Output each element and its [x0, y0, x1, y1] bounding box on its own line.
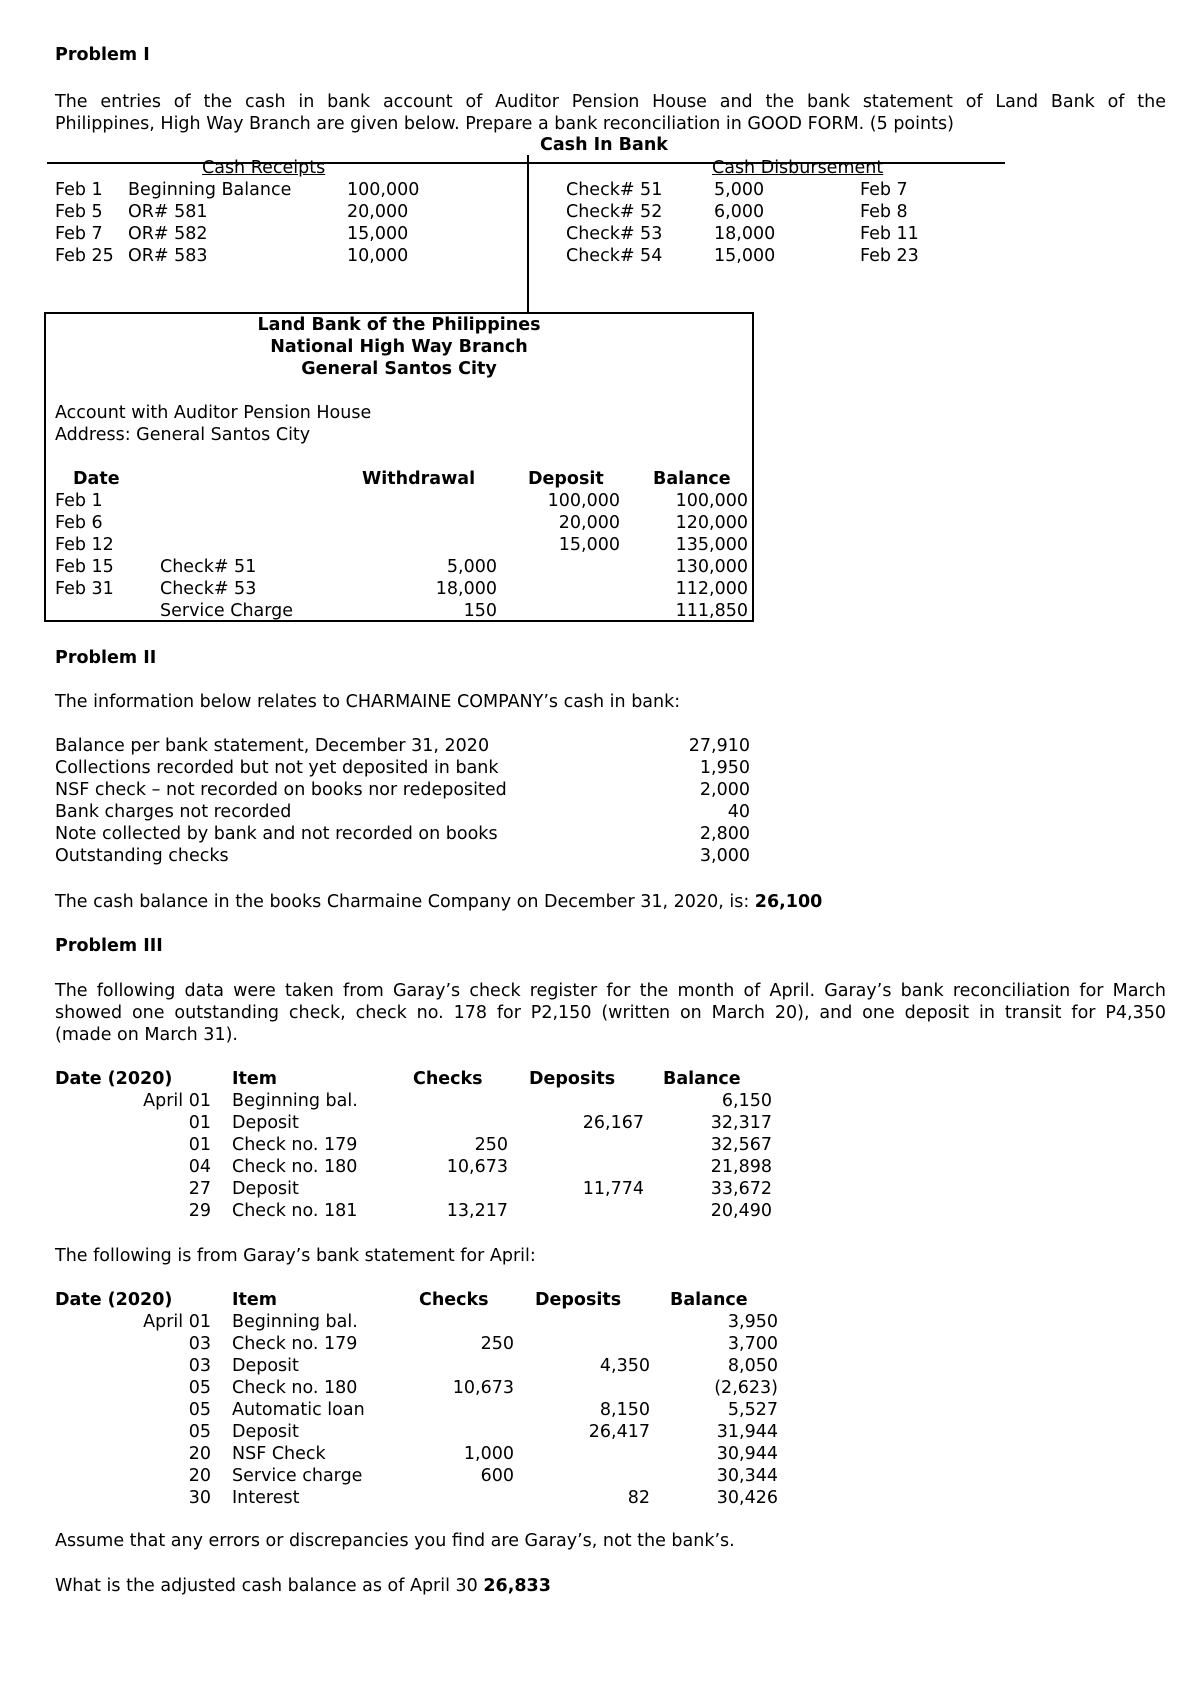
receipt-date: Feb 25: [55, 246, 114, 266]
register-col-balance: Balance: [663, 1069, 741, 1089]
register-row-balance: 32,317: [710, 1113, 772, 1133]
problem-2-answer-text: The cash balance in the books Charmaine Company on December 31, 2020, is:: [55, 892, 755, 912]
problem-3-question-text: What is the adjusted cash balance as of April 30: [55, 1576, 484, 1596]
bank-row-balance: 100,000: [675, 491, 748, 511]
register-row-item: Check no. 180: [232, 1157, 358, 1177]
cash-receipts-header: Cash Receipts: [202, 158, 326, 178]
t-account-vertical-rule: [527, 155, 529, 313]
bank-col-withdrawal: Withdrawal: [362, 469, 476, 489]
receipt-date: Feb 1: [55, 180, 103, 200]
bank-row-withdrawal: 5,000: [446, 557, 497, 577]
register-col-deposits: Deposits: [529, 1069, 616, 1089]
bank-col-date: Date: [73, 469, 120, 489]
statement-col-checks: Checks: [419, 1290, 489, 1310]
cash-disbursement-header: Cash Disbursement: [712, 158, 884, 178]
register-row-deposits: 26,167: [582, 1113, 644, 1133]
bank-col-balance: Balance: [653, 469, 731, 489]
disbursement-date: Feb 23: [860, 246, 919, 266]
problem-2-item-value: 3,000: [699, 846, 750, 866]
statement-row-deposits: 8,150: [599, 1400, 650, 1420]
statement-row-balance: 31,944: [716, 1422, 778, 1442]
statement-row-balance: 30,344: [716, 1466, 778, 1486]
register-row-date: 01: [188, 1135, 211, 1155]
problem-2-intro: The information below relates to CHARMAINE COMPANY’s cash in bank:: [55, 692, 681, 712]
register-row-balance: 6,150: [721, 1091, 772, 1111]
bank-city: General Santos City: [301, 359, 497, 379]
statement-col-date: Date (2020): [55, 1290, 173, 1310]
register-col-item: Item: [232, 1069, 277, 1089]
register-row-item: Deposit: [232, 1113, 299, 1133]
statement-row-item: Service charge: [232, 1466, 363, 1486]
bank-statement-intro: The following is from Garay’s bank statement for April:: [55, 1246, 536, 1266]
problem-2-item-value: 2,800: [699, 824, 750, 844]
disbursement-date: Feb 7: [860, 180, 908, 200]
receipt-date: Feb 7: [55, 224, 103, 244]
bank-row-deposit: 20,000: [558, 513, 620, 533]
statement-row-item: Interest: [232, 1488, 300, 1508]
problem-2-answer-value: 26,100: [754, 892, 823, 912]
problem-2-item-label: Note collected by bank and not recorded on books: [55, 824, 498, 844]
bank-row-date: Feb 1: [55, 491, 103, 511]
statement-row-item: Check no. 180: [232, 1378, 358, 1398]
register-row-balance: 33,672: [710, 1179, 772, 1199]
register-row-date: 27: [188, 1179, 211, 1199]
statement-row-balance: 8,050: [727, 1356, 778, 1376]
disbursement-amount: 5,000: [714, 180, 765, 200]
problem-2-item-label: Balance per bank statement, December 31, 2020: [55, 736, 490, 756]
problem-2-item-label: Outstanding checks: [55, 846, 229, 866]
disbursement-check: Check# 53: [566, 224, 663, 244]
statement-row-checks: 10,673: [452, 1378, 514, 1398]
problem-3-heading: Problem III: [55, 936, 163, 956]
problem-3-intro-line1: The following data were taken from Garay’s check register for the month of April. Garay’s bank reconciliation for March: [55, 981, 1166, 1001]
problem-2-item-label: Bank charges not recorded: [55, 802, 292, 822]
register-row-balance: 21,898: [710, 1157, 772, 1177]
register-row-deposits: 11,774: [582, 1179, 644, 1199]
statement-row-date: 03: [188, 1334, 211, 1354]
statement-row-checks: 1,000: [463, 1444, 514, 1464]
statement-row-item: Deposit: [232, 1422, 299, 1442]
statement-row-deposits: 4,350: [599, 1356, 650, 1376]
problem-3-answer-value: 26,833: [483, 1576, 551, 1596]
statement-row-date: 30: [188, 1488, 211, 1508]
receipt-amount: 15,000: [347, 224, 409, 244]
register-row-balance: 20,490: [710, 1201, 772, 1221]
statement-row-date: April 01: [143, 1312, 211, 1332]
statement-row-balance: 5,527: [727, 1400, 778, 1420]
register-row-date: 29: [188, 1201, 211, 1221]
problem-3-intro-line2: showed one outstanding check, check no. 178 for P2,150 (written on March 20), and one deposit in transit for P4,350: [55, 1003, 1166, 1023]
statement-row-checks: 250: [480, 1334, 514, 1354]
statement-row-date: 05: [188, 1422, 211, 1442]
bank-row-date: Feb 15: [55, 557, 114, 577]
statement-row-date: 20: [188, 1444, 211, 1464]
register-row-item: Beginning bal.: [232, 1091, 358, 1111]
statement-row-date: 03: [188, 1356, 211, 1376]
bank-row-balance: 120,000: [675, 513, 748, 533]
statement-row-item: Deposit: [232, 1356, 299, 1376]
bank-branch: National High Way Branch: [270, 337, 528, 357]
receipt-description: Beginning Balance: [128, 180, 292, 200]
statement-row-deposits: 26,417: [588, 1422, 650, 1442]
bank-row-balance: 130,000: [675, 557, 748, 577]
bank-row-description: Service Charge: [160, 601, 294, 621]
problem-1-intro-line1: The entries of the cash in bank account of Auditor Pension House and the bank statement of Land Bank of the: [55, 92, 1166, 112]
bank-row-date: Feb 12: [55, 535, 114, 555]
bank-row-deposit: 15,000: [558, 535, 620, 555]
bank-account-name: Account with Auditor Pension House: [55, 403, 372, 423]
disbursement-amount: 18,000: [714, 224, 776, 244]
bank-row-balance: 112,000: [675, 579, 748, 599]
statement-row-checks: 600: [480, 1466, 514, 1486]
receipt-description: OR# 581: [128, 202, 208, 222]
register-row-date: April 01: [143, 1091, 211, 1111]
register-row-balance: 32,567: [710, 1135, 772, 1155]
bank-row-description: Check# 53: [160, 579, 257, 599]
problem-2-item-value: 1,950: [699, 758, 750, 778]
problem-2-heading: Problem II: [55, 648, 157, 668]
bank-row-balance: 111,850: [675, 601, 748, 621]
register-col-date: Date (2020): [55, 1069, 173, 1089]
receipt-date: Feb 5: [55, 202, 103, 222]
problem-2-item-label: NSF check – not recorded on books nor redeposited: [55, 780, 507, 800]
problem-2-item-value: 40: [727, 802, 750, 822]
bank-row-date: Feb 6: [55, 513, 103, 533]
bank-col-deposit: Deposit: [528, 469, 604, 489]
statement-row-item: Check no. 179: [232, 1334, 358, 1354]
bank-row-withdrawal: 18,000: [435, 579, 497, 599]
register-row-date: 04: [188, 1157, 211, 1177]
statement-row-balance: 30,944: [716, 1444, 778, 1464]
bank-row-description: Check# 51: [160, 557, 257, 577]
bank-row-deposit: 100,000: [547, 491, 620, 511]
register-row-checks: 13,217: [446, 1201, 508, 1221]
problem-3-assumption: Assume that any errors or discrepancies you find are Garay’s, not the bank’s.: [55, 1531, 735, 1551]
disbursement-check: Check# 51: [566, 180, 663, 200]
statement-col-deposits: Deposits: [535, 1290, 622, 1310]
receipt-amount: 10,000: [347, 246, 409, 266]
t-account-title: Cash In Bank: [540, 135, 668, 155]
receipt-description: OR# 582: [128, 224, 208, 244]
register-row-item: Deposit: [232, 1179, 299, 1199]
problem-2-item-label: Collections recorded but not yet deposited in bank: [55, 758, 499, 778]
bank-row-date: Feb 31: [55, 579, 114, 599]
statement-row-item: Beginning bal.: [232, 1312, 358, 1332]
disbursement-amount: 15,000: [714, 246, 776, 266]
problem-3-question: [55, 1575, 551, 1597]
disbursement-date: Feb 11: [860, 224, 919, 244]
disbursement-amount: 6,000: [714, 202, 765, 222]
problem-1-intro-line2: Philippines, High Way Branch are given below. Prepare a bank reconciliation in GOOD FORM. (5 points): [55, 114, 954, 134]
register-col-checks: Checks: [413, 1069, 483, 1089]
statement-row-balance: 3,700: [727, 1334, 778, 1354]
problem-2-item-value: 27,910: [688, 736, 750, 756]
disbursement-date: Feb 8: [860, 202, 908, 222]
register-row-checks: 10,673: [446, 1157, 508, 1177]
statement-row-item: Automatic loan: [232, 1400, 365, 1420]
receipt-description: OR# 583: [128, 246, 208, 266]
statement-row-item: NSF Check: [232, 1444, 326, 1464]
problem-2-item-value: 2,000: [699, 780, 750, 800]
disbursement-check: Check# 54: [566, 246, 663, 266]
problem-2-answer: [55, 891, 822, 913]
receipt-amount: 20,000: [347, 202, 409, 222]
register-row-date: 01: [188, 1113, 211, 1133]
bank-row-withdrawal: 150: [463, 601, 497, 621]
statement-row-balance: 3,950: [727, 1312, 778, 1332]
statement-row-balance: (2,623): [714, 1378, 778, 1398]
register-row-item: Check no. 181: [232, 1201, 358, 1221]
bank-address: Address: General Santos City: [55, 425, 311, 445]
bank-row-balance: 135,000: [675, 535, 748, 555]
receipt-amount: 100,000: [347, 180, 420, 200]
statement-row-date: 05: [188, 1400, 211, 1420]
statement-row-date: 20: [188, 1466, 211, 1486]
statement-row-deposits: 82: [627, 1488, 650, 1508]
statement-col-item: Item: [232, 1290, 277, 1310]
problem-3-intro-line3: (made on March 31).: [55, 1025, 238, 1045]
disbursement-check: Check# 52: [566, 202, 663, 222]
statement-row-balance: 30,426: [716, 1488, 778, 1508]
statement-row-date: 05: [188, 1378, 211, 1398]
register-row-checks: 250: [474, 1135, 508, 1155]
problem-1-heading: Problem I: [55, 45, 150, 65]
bank-name: Land Bank of the Philippines: [257, 315, 541, 335]
register-row-item: Check no. 179: [232, 1135, 358, 1155]
statement-col-balance: Balance: [670, 1290, 748, 1310]
